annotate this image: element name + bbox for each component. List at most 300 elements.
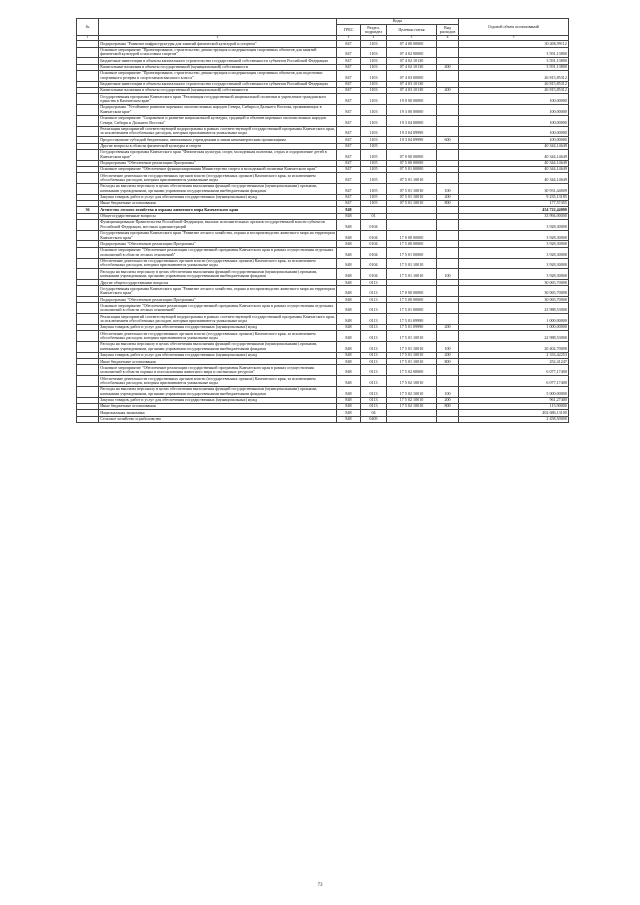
target-article-code — [387, 416, 437, 422]
row-number — [77, 70, 99, 81]
amount-value: 40 344,14649 — [459, 166, 569, 172]
expense-name: Основное мероприятие "Обеспечение реализации государственной программы Камчатского края в рамках осуществления полномочий в области охраны и использования животного мира и охотничьих ресурсов" — [99, 365, 337, 376]
target-article-code: 07 4 03 10130 — [387, 81, 437, 87]
expense-type-code — [437, 104, 459, 115]
grbs-code: 847 — [337, 166, 361, 172]
grbs-code: 847 — [337, 201, 361, 207]
table-row — [77, 269, 569, 280]
expense-name: Основное мероприятие "Обеспечение функционирования Министерства спорта и молодежной политики Камчатского края" — [99, 166, 337, 172]
amount-value: 177,57455 — [459, 201, 569, 207]
expense-name: Национальная экономика — [99, 410, 337, 416]
column-index: 3 — [337, 36, 361, 41]
expense-name: Капитальные вложения в объекты государственной (муниципальной) собственности — [99, 64, 337, 70]
row-number — [77, 149, 99, 160]
section-code: 1105 — [361, 194, 387, 200]
grbs-code: 848 — [337, 365, 361, 376]
grbs-code: 847 — [337, 81, 361, 87]
expense-type-code — [437, 314, 459, 325]
target-article-code: 17 5 01 10010 — [387, 269, 437, 280]
header-target: Целевая статья — [387, 25, 437, 36]
grbs-code: 848 — [337, 297, 361, 303]
section-code: 0113 — [361, 376, 387, 387]
amount-value: 1 000,00000 — [459, 314, 569, 325]
expense-type-code: 400 — [437, 64, 459, 70]
grbs-code: 848 — [337, 331, 361, 342]
header-number: № — [77, 19, 99, 36]
expense-type-code — [437, 416, 459, 422]
target-article-code: 07 4 02 10130 — [387, 58, 437, 64]
amount-value: 30 065,70000 — [459, 286, 569, 297]
row-number — [77, 303, 99, 314]
target-article-code: 07 0 00 00000 — [387, 149, 437, 160]
expense-type-code — [437, 219, 459, 230]
section-code: 01 — [361, 213, 387, 219]
expense-type-code — [437, 149, 459, 160]
amount-value: 26 815,85312 — [459, 81, 569, 87]
expense-name: Реализация мероприятий соответствующей подпрограммы в рамках соответствующей государственной программы Камчатского края, за исключением обособленных расходов, которым присваиваются уникальные коды — [100, 126, 335, 136]
expense-name: Расходы на выплаты персоналу в целях обеспечения выполнения функций государственными (муниципальными) органами, казенными учреждениями, органами управления государственными внебюджетными фондами — [99, 184, 337, 195]
row-number — [77, 94, 99, 105]
expense-name: Функционирование Правительства Российской Федерации, высших исполнительных органов государственной власти субъектов Российской Федерации, местных администраций — [99, 219, 337, 230]
section-code: 1103 — [361, 94, 387, 105]
table-row — [77, 115, 569, 126]
section-code: 1105 — [361, 166, 387, 172]
expense-name: Закупка товаров, работ и услуг для обеспечения государственных (муниципальных) нужд — [99, 352, 337, 358]
expense-name: Закупка товаров, работ и услуг для обеспечения государственных (муниципальных) нужд — [99, 194, 337, 200]
expense-name: Подпрограмма "Устойчивое развитие коренных малочисленных народов Севера, Сибири и Дальнего Востока, проживающих в Камчатском крае" — [99, 104, 337, 115]
amount-value: 2 333,42253 — [459, 352, 569, 358]
target-article-code: 07 4 03 00000 — [387, 70, 437, 81]
expense-name: Реализация мероприятий соответствующей подпрограммы в рамках соответствующей государственной программы Камчатского края, за исключением обособленных расходов, которым присваиваются уникальные коды — [100, 313, 335, 324]
section-code: 1103 — [361, 70, 387, 81]
section-code: 1105 — [361, 173, 387, 184]
expense-type-code: 100 — [437, 184, 459, 195]
expense-name: Предоставление субсидий бюджетным, автономным учреждениям и иным некоммерческим организациям — [99, 137, 337, 143]
amount-value: 100,00000 — [459, 94, 569, 105]
section-code: 0104 — [361, 219, 387, 230]
header-amount: Годовой объем ассигнований — [459, 19, 569, 36]
section-code: 0104 — [361, 241, 387, 247]
expense-type-code — [437, 258, 459, 269]
table-header — [77, 19, 569, 41]
target-article-code: 17 5 01 10010 — [387, 342, 437, 353]
target-article-code: 17 5 00 00000 — [387, 297, 437, 303]
amount-value: 454 722,44000 — [459, 207, 569, 213]
table-row — [77, 386, 569, 397]
amount-value: 961,27400 — [459, 397, 569, 403]
amount-value: 40 344,14649 — [459, 143, 569, 149]
section-code: 1105 — [361, 184, 387, 195]
section-code: 0113 — [361, 404, 387, 410]
grbs-code: 847 — [337, 194, 361, 200]
grbs-code: 848 — [337, 386, 361, 397]
section-code: 0104 — [361, 269, 387, 280]
section-code: 1103 — [361, 81, 387, 87]
table-row — [77, 230, 569, 241]
target-article-code: 07 4 00 00000 — [387, 41, 437, 47]
grbs-code: 847 — [337, 126, 361, 137]
target-article-code: 17 0 00 00000 — [387, 230, 437, 241]
expense-name: Капитальные вложения в объекты государственной (муниципальной) собственности — [99, 87, 337, 93]
section-code: 0113 — [361, 303, 387, 314]
expense-name: Государственная программа Камчатского края "Физическая культура, спорт, молодежная политика, отдых и оздоровление детей в Камчатском крае" — [99, 149, 337, 160]
section-code: 1105 — [361, 160, 387, 166]
grbs-code: 847 — [337, 184, 361, 195]
row-number — [77, 115, 99, 126]
amount-value: 40 344,14649 — [459, 149, 569, 160]
table-row — [77, 70, 569, 81]
section-code: 0113 — [361, 325, 387, 331]
expense-type-code — [437, 173, 459, 184]
expense-name: Расходы на выплаты персоналу в целях обеспечения выполнения функций государственными (муниципальными) органами, казенными учреждениями, органами управления государственными внебюджетными фондами — [99, 342, 337, 353]
section-code: 1103 — [361, 126, 387, 137]
amount-value: 30 931,44009 — [459, 184, 569, 195]
section-code: 0113 — [361, 280, 387, 286]
section-code: 0113 — [361, 352, 387, 358]
target-article-code: 17 5 01 09990 — [387, 314, 437, 325]
amount-value: 30 065,70000 — [459, 280, 569, 286]
expense-type-code: 800 — [437, 359, 459, 365]
expense-name: Государственная программа Камчатского края "Развитие лесного хозяйства, охрана и воспроизводство животного мира на территории Камчатского края" — [100, 230, 335, 240]
grbs-code: 847 — [337, 87, 361, 93]
section-code: 0104 — [361, 247, 387, 258]
grbs-code: 848 — [337, 352, 361, 358]
expense-name: Расходы на выплаты персоналу в целях обеспечения выполнения функций государственными (муниципальными) органами, казенными учреждениями, органами управления государственными внебюджетными фондами — [99, 386, 337, 397]
target-article-code: 19 3 04 00000 — [387, 115, 437, 126]
target-article-code: 17 5 02 10010 — [387, 397, 437, 403]
amount-value: 2 458,50000 — [459, 416, 569, 422]
grbs-code: 848 — [337, 314, 361, 325]
section-code: 1105 — [361, 149, 387, 160]
expense-type-code: 100 — [437, 386, 459, 397]
expense-type-code — [437, 70, 459, 81]
row-number — [77, 104, 99, 115]
expense-name: Агентство лесного хозяйства и охраны животного мира Камчатского края — [99, 207, 337, 213]
row-number — [77, 47, 99, 58]
amount-value: 40 344,14649 — [459, 160, 569, 166]
expense-name: Государственная программа Камчатского края "Развитие лесного хозяйства, охрана и воспроизводство животного мира на территории Камчатского края" — [100, 285, 335, 296]
amount-value: 3 928,30000 — [459, 258, 569, 269]
amount-value: 30 406,99112 — [459, 41, 569, 47]
section-code: 0113 — [361, 386, 387, 397]
amount-value: 3 928,30000 — [459, 269, 569, 280]
target-article-code: 17 0 00 00000 — [387, 286, 437, 297]
expense-type-code — [437, 286, 459, 297]
expense-name: Другие общегосударственные вопросы — [99, 280, 337, 286]
grbs-code: 848 — [337, 280, 361, 286]
target-article-code: 07 4 02 10130 — [387, 64, 437, 70]
grbs-code: 848 — [337, 325, 361, 331]
section-code: 0113 — [361, 359, 387, 365]
amount-value: 252,41247 — [459, 359, 569, 365]
grbs-code: 848 — [337, 404, 361, 410]
target-article-code: 17 5 01 10010 — [387, 359, 437, 365]
grbs-code: 847 — [337, 104, 361, 115]
grbs-code: 847 — [337, 160, 361, 166]
section-code: 1103 — [361, 58, 387, 64]
expense-type-code: 100 — [437, 342, 459, 353]
amount-value: 20 402,70000 — [459, 342, 569, 353]
amount-value: 3 591,13800 — [459, 64, 569, 70]
grbs-code: 847 — [337, 94, 361, 105]
target-article-code: 17 5 01 09990 — [387, 325, 437, 331]
expense-name: Подпрограмма "Обеспечение реализации Программы" — [99, 160, 337, 166]
target-article-code: 07 5 01 00000 — [387, 166, 437, 172]
table-row — [77, 104, 569, 115]
target-article-code: 17 5 02 10010 — [387, 404, 437, 410]
amount-value: 3 928,30000 — [459, 241, 569, 247]
column-index: 6 — [437, 36, 459, 41]
section-code: 0113 — [361, 314, 387, 325]
expense-type-code: 100 — [437, 269, 459, 280]
table-row — [77, 126, 569, 137]
target-article-code: 07 4 02 00000 — [387, 47, 437, 58]
grbs-code: 848 — [337, 258, 361, 269]
grbs-code: 848 — [337, 213, 361, 219]
grbs-code: 848 — [337, 410, 361, 416]
table-row — [77, 365, 569, 376]
target-article-code: 07 5 01 10010 — [387, 194, 437, 200]
target-article-code: 17 5 00 00000 — [387, 241, 437, 247]
expense-type-code: 800 — [437, 201, 459, 207]
table-row — [77, 219, 569, 230]
section-code: 04 — [361, 410, 387, 416]
table-row — [77, 314, 569, 325]
expense-name: Основное мероприятие "Обеспечение реализации государственной программы Камчатского края в рамках осуществления отдельных полномочий в области лесных отношений" — [99, 247, 337, 258]
amount-value: 100,00000 — [459, 137, 569, 143]
column-index: 4 — [361, 36, 387, 41]
target-article-code: 17 5 02 10010 — [387, 386, 437, 397]
grbs-code: 848 — [337, 219, 361, 230]
section-code: 0113 — [361, 365, 387, 376]
table-row — [77, 258, 569, 269]
section-code: 0405 — [361, 416, 387, 422]
expense-type-code: 200 — [437, 397, 459, 403]
section-code: 0113 — [361, 342, 387, 353]
row-number — [77, 184, 99, 195]
amount-value: 3 591,13800 — [459, 58, 569, 64]
row-number — [77, 286, 99, 297]
table-row — [77, 173, 569, 184]
expense-name: Основное мероприятие "Проектирование, строительство, реконструкция и модернизация спортивных объектов для подготовки спортивного резерва и спортсменов высокого класса" — [99, 70, 337, 81]
row-number: 36 — [77, 207, 99, 213]
expense-name: Сельское хозяйство и рыболовство — [99, 416, 337, 422]
table-row — [77, 94, 569, 105]
expense-type-code — [437, 365, 459, 376]
amount-value: 3 928,30000 — [459, 247, 569, 258]
amount-value: 1 000,00000 — [459, 325, 569, 331]
amount-value: 100,00000 — [459, 104, 569, 115]
target-article-code: 19 3 00 00000 — [387, 104, 437, 115]
amount-value: 100,00000 — [459, 126, 569, 137]
section-code: 1105 — [361, 201, 387, 207]
header-grbs: ГРБС — [337, 25, 361, 36]
expense-type-code: 200 — [437, 194, 459, 200]
grbs-code: 847 — [337, 58, 361, 64]
grbs-code: 848 — [337, 342, 361, 353]
grbs-code: 848 — [337, 359, 361, 365]
target-article-code: 17 5 01 10010 — [387, 352, 437, 358]
grbs-code: 847 — [337, 41, 361, 47]
grbs-code: 847 — [337, 149, 361, 160]
grbs-code: 848 — [337, 230, 361, 241]
section-code: 0104 — [361, 258, 387, 269]
row-number — [77, 365, 99, 376]
budget-table — [76, 18, 569, 423]
target-article-code: 17 5 02 10010 — [387, 376, 437, 387]
section-code: 1103 — [361, 137, 387, 143]
column-index: 7 — [459, 36, 569, 41]
grbs-code: 847 — [337, 115, 361, 126]
section-code: 0113 — [361, 331, 387, 342]
expense-name: Иные бюджетные ассигнования — [99, 359, 337, 365]
section-code: 0104 — [361, 230, 387, 241]
table-row — [77, 47, 569, 58]
section-code: 1103 — [361, 115, 387, 126]
amount-value: 26 815,85312 — [459, 87, 569, 93]
row-number — [77, 126, 99, 137]
amount-value: 402 686,13100 — [459, 410, 569, 416]
amount-value: 5 000,00000 — [459, 386, 569, 397]
grbs-code: 847 — [337, 64, 361, 70]
row-number — [77, 376, 99, 387]
expense-type-code: 600 — [437, 137, 459, 143]
table-row — [77, 331, 569, 342]
header-codes: Коды — [337, 19, 459, 25]
target-article-code: 07 5 01 10010 — [387, 173, 437, 184]
expense-type-code — [437, 247, 459, 258]
amount-value: 3 591,13800 — [459, 47, 569, 58]
section-code: 1103 — [361, 87, 387, 93]
grbs-code: 848 — [337, 241, 361, 247]
row-number — [77, 314, 99, 325]
grbs-code: 847 — [337, 143, 361, 149]
expense-type-code: 800 — [437, 404, 459, 410]
expense-name: Обеспечение деятельности государственных органов власти (государственных органов) Камчатского края, за исключением обособленных расходов, которым присваиваются уникальные коды — [99, 376, 337, 387]
grbs-code: 847 — [337, 47, 361, 58]
amount-value: 3 928,30000 — [459, 230, 569, 241]
expense-type-code: 200 — [437, 352, 459, 358]
table-row — [77, 416, 569, 422]
amount-value: 6 077,17400 — [459, 376, 569, 387]
target-article-code: 07 5 00 00000 — [387, 160, 437, 166]
expense-type-code: 200 — [437, 325, 459, 331]
row-number — [77, 247, 99, 258]
target-article-code: 19 3 04 09990 — [387, 126, 437, 137]
row-number — [77, 342, 99, 353]
expense-type-code — [437, 376, 459, 387]
grbs-code: 847 — [337, 173, 361, 184]
expense-name: Бюджетные инвестиции в объекты капитального строительства государственной собственности субъектов Российской Федерации — [99, 58, 337, 64]
section-code: 1103 — [361, 47, 387, 58]
expense-name: Обеспечение деятельности государственных органов власти (государственных органов) Камчатского края, за исключением обособленных расходов, которым присваиваются уникальные коды — [99, 331, 337, 342]
grbs-code: 848 — [337, 269, 361, 280]
grbs-code: 847 — [337, 137, 361, 143]
row-number — [77, 269, 99, 280]
header-razdel: Раздел, подраздел — [361, 25, 387, 36]
amount-value: 30 065,70000 — [459, 297, 569, 303]
expense-type-code — [437, 115, 459, 126]
header-vid: Вид расходов — [437, 25, 459, 36]
target-article-code: 17 5 01 10010 — [387, 258, 437, 269]
expense-type-code — [437, 331, 459, 342]
section-code: 1103 — [361, 104, 387, 115]
target-article-code: 07 4 03 10130 — [387, 87, 437, 93]
amount-value: 22 988,53000 — [459, 331, 569, 342]
section-code: 0113 — [361, 297, 387, 303]
target-article-code: 19 0 00 00000 — [387, 94, 437, 105]
expense-name: Основное мероприятие "Обеспечение реализации государственной программы Камчатского края в рамках осуществления отдельных полномочий в области лесных отношений" — [99, 303, 337, 314]
expense-type-code — [437, 230, 459, 241]
grbs-code: 848 — [337, 207, 361, 213]
table-row — [77, 149, 569, 160]
expense-name: Государственная программа Камчатского края "Реализация государственной национальной политики и укрепление гражданского единства в Камчатском крае" — [99, 94, 337, 105]
row-number — [77, 386, 99, 397]
grbs-code: 847 — [337, 70, 361, 81]
expense-type-code — [437, 94, 459, 105]
amount-value: 115,90000 — [459, 404, 569, 410]
expense-type-code: 400 — [437, 87, 459, 93]
table-row — [77, 342, 569, 353]
section-code: 1103 — [361, 64, 387, 70]
expense-name: Подпрограмма "Развитие инфраструктуры для занятий физической культурой и спортом" — [99, 41, 337, 47]
section-code: 0113 — [361, 286, 387, 297]
expense-name: Подпрограмма "Обеспечение реализации Программы" — [99, 241, 337, 247]
expense-name: Бюджетные инвестиции в объекты капитального строительства государственной собственности субъектов Российской Федерации — [99, 81, 337, 87]
expense-type-code — [437, 303, 459, 314]
row-number — [77, 173, 99, 184]
table-row — [77, 184, 569, 195]
expense-name: Общегосударственные вопросы — [99, 213, 337, 219]
row-number — [77, 230, 99, 241]
page-number: 73 — [317, 883, 323, 888]
expense-name: Закупка товаров, работ и услуг для обеспечения государственных (муниципальных) нужд — [99, 397, 337, 403]
grbs-code: 848 — [337, 397, 361, 403]
table-body — [77, 41, 569, 423]
grbs-code: 848 — [337, 303, 361, 314]
expense-name: Иные бюджетные ассигнования — [99, 201, 337, 207]
amount-value: 3 928,30000 — [459, 219, 569, 230]
table-row — [77, 286, 569, 297]
expense-name: Основное мероприятие "Проектирование, строительство, реконструкция и модернизация спортивных объектов для занятий физической культурой и массовым спортом" — [99, 47, 337, 58]
table-row — [77, 376, 569, 387]
target-article-code — [387, 219, 437, 230]
header-name-blank — [99, 19, 337, 36]
amount-value: 33 994,00000 — [459, 213, 569, 219]
target-article-code: 17 5 02 00000 — [387, 365, 437, 376]
column-index: 2 — [99, 36, 337, 41]
section-code: 0113 — [361, 397, 387, 403]
grbs-code: 848 — [337, 376, 361, 387]
grbs-code: 848 — [337, 286, 361, 297]
section-code: 1105 — [361, 143, 387, 149]
row-number — [77, 219, 99, 230]
target-article-code: 17 5 01 00000 — [387, 303, 437, 314]
amount-value: 6 077,17400 — [459, 365, 569, 376]
target-article-code: 07 5 01 10010 — [387, 201, 437, 207]
table-row — [77, 247, 569, 258]
row-number — [77, 258, 99, 269]
expense-name: Расходы на выплаты персоналу в целях обеспечения выполнения функций государственными (муниципальными) органами, казенными учреждениями, органами управления государственными внебюджетными фондами — [99, 269, 337, 280]
expense-name: Иные бюджетные ассигнования — [99, 404, 337, 410]
target-article-code: 19 3 04 09990 — [387, 137, 437, 143]
expense-name: Другие вопросы в области физической культуры и спорта — [99, 143, 337, 149]
expense-name: Закупка товаров, работ и услуг для обеспечения государственных (муниципальных) нужд — [99, 325, 337, 331]
column-index: 5 — [387, 36, 437, 41]
section-code: 1103 — [361, 41, 387, 47]
target-article-code: 07 5 01 10010 — [387, 184, 437, 195]
target-article-code: 17 5 01 00000 — [387, 247, 437, 258]
